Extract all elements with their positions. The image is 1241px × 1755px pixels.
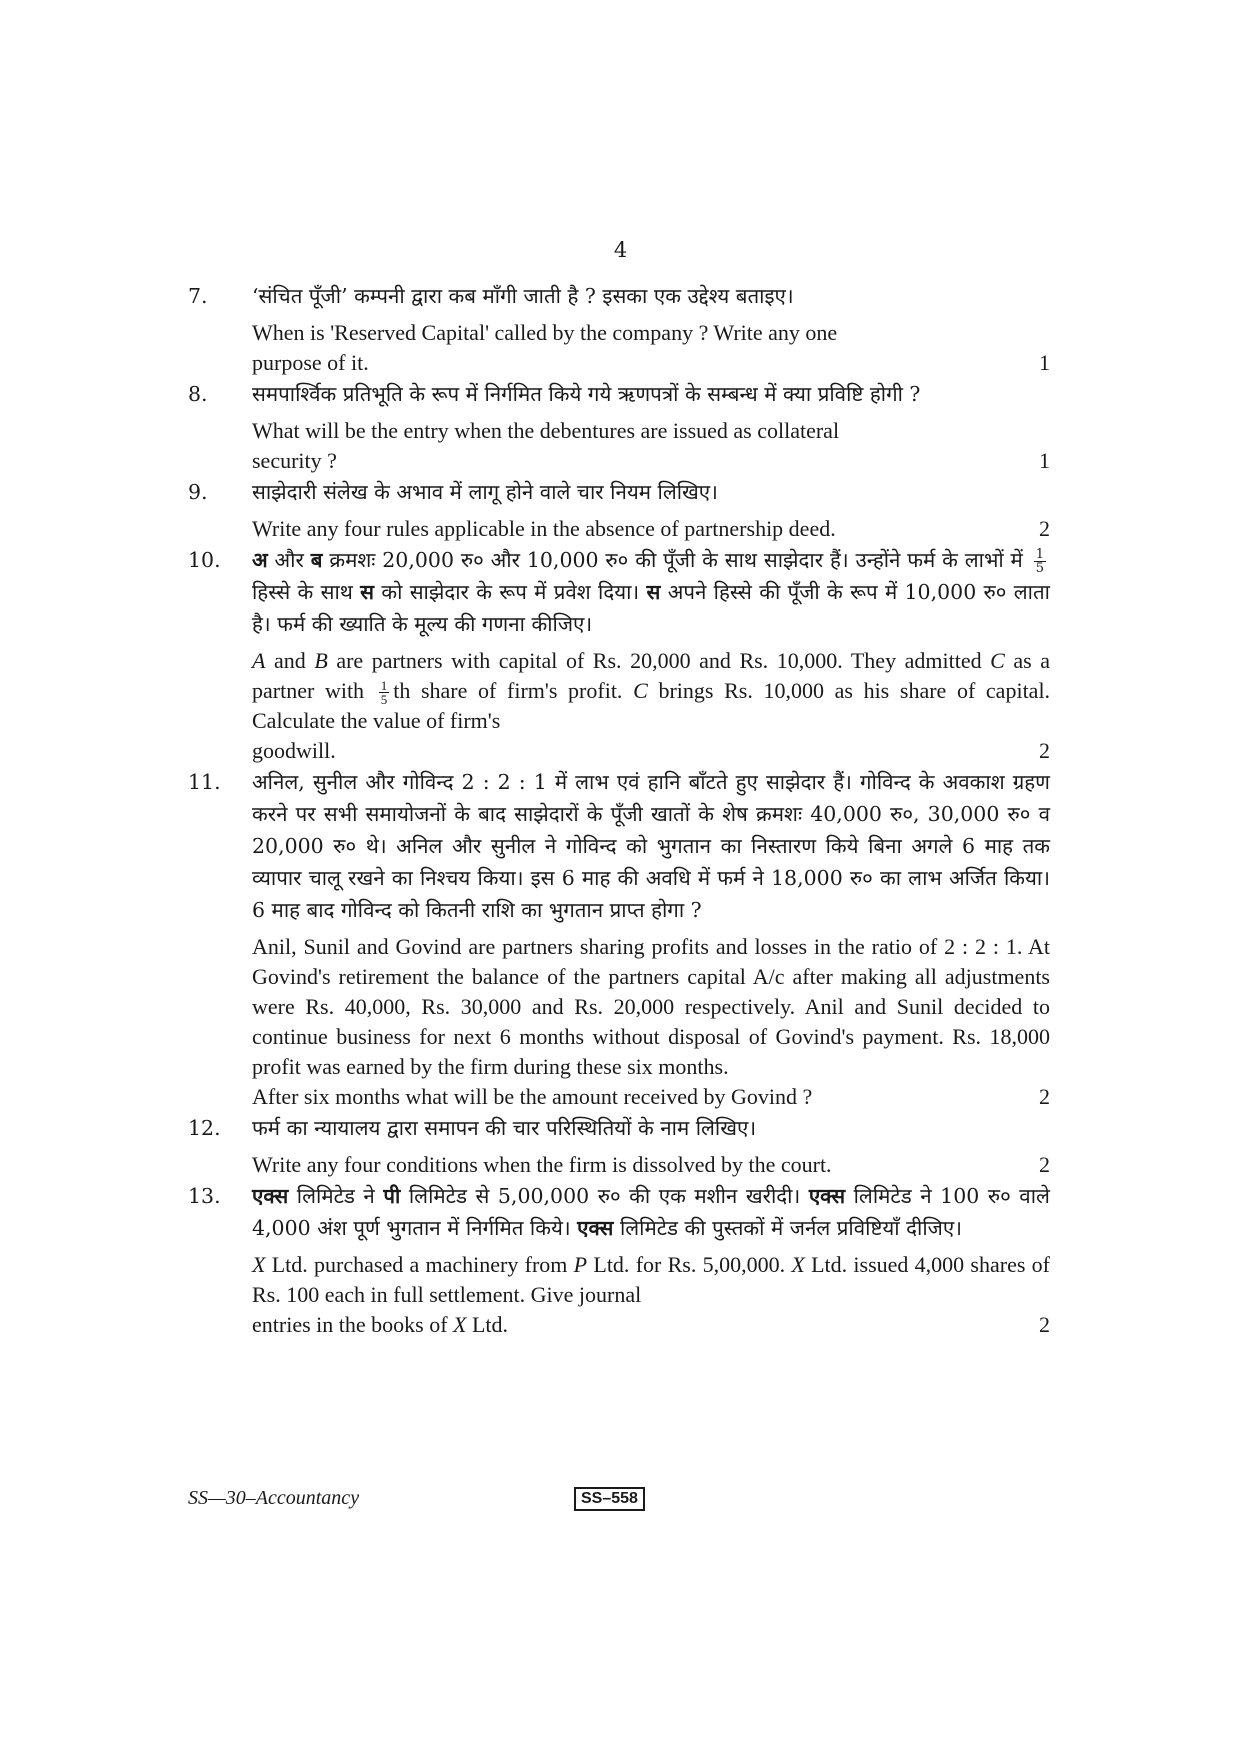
text-segment: लिमिटेड की पुस्तकों में जर्नल प्रविष्टियाँ दीजिए।	[619, 1216, 962, 1241]
company-x: एक्स	[577, 1216, 614, 1241]
fraction-denominator: 5	[380, 692, 388, 708]
page-number: 4	[613, 238, 628, 262]
company-x: X	[791, 1252, 805, 1278]
text-segment: Ltd.	[471, 1312, 509, 1338]
partner-b: ब	[310, 548, 323, 572]
marks: 1	[1039, 448, 1050, 473]
text-segment: Ltd. for Rs. 5,00,000.	[593, 1252, 786, 1278]
company-p: पी	[383, 1184, 401, 1209]
company-x: एक्स	[252, 1184, 289, 1209]
company-x: एक्स	[808, 1184, 846, 1209]
question-list	[188, 280, 1050, 1340]
question-english-last: goodwill.	[252, 738, 336, 764]
question-7	[188, 280, 1050, 378]
text-segment: and	[274, 648, 306, 673]
text-segment: को साझेदार के रूप में प्रवेश दिया।	[381, 580, 640, 604]
question-english-last	[252, 1310, 508, 1340]
partner-a: अ	[252, 548, 268, 572]
partner-b: B	[314, 648, 328, 673]
text-segment: लिमिटेड ने	[296, 1184, 375, 1209]
question-english	[252, 1250, 1050, 1310]
fraction-numerator: 1	[380, 678, 388, 694]
marks: 2	[1039, 516, 1050, 541]
partner-c: C	[633, 678, 648, 703]
question-hindi: अनिल, सुनील और गोविन्द 2 : 2 : 1 में लाभ एवं हानि बाँटते हुए साझेदार हैं। गोविन्द के अवकाश ग्रहण करने पर सभी समायोजनों के बाद साझेदारों के पूँजी खातों के शेष क्रमशः 40,000 रु०, 30,000 रु० व 20,000 रु० थे। अनिल और सुनील ने गोविन्द को भुगतान का निस्तारण किये बिना अगले 6 माह तक व्यापार चालू रखने का निश्चय किया। इस 6 माह की अवधि में फर्म ने 18,000 रु० का लाभ अर्जित किया। 6 माह बाद गोविन्द को कितनी राशि का भुगतान प्राप्त होगा ?	[252, 770, 1050, 923]
question-number: 10.	[188, 548, 221, 572]
question-english-last: security ?	[252, 448, 337, 473]
question-english	[252, 646, 1050, 736]
question-english-last: Write any four conditions when the firm is dissolved by the court.	[252, 1152, 832, 1178]
text-segment: brings Rs. 10,000 as his share of capital. Calculate the value of firm's	[252, 678, 1051, 734]
company-x: X	[453, 1312, 467, 1338]
question-13	[188, 1180, 1050, 1340]
text-segment: are partners with capital of Rs. 20,000 and Rs. 10,000. They admitted	[336, 648, 982, 673]
text-segment: और	[274, 548, 304, 572]
question-number: 12.	[188, 1116, 221, 1141]
question-number: 8.	[188, 382, 208, 406]
text-segment: Ltd. purchased a machinery from	[271, 1252, 568, 1278]
question-english-last: After six months what will be the amount received by Govind ?	[252, 1084, 813, 1110]
text-segment: entries in the books of	[252, 1312, 448, 1338]
partner-c: स	[360, 580, 375, 604]
text-segment: Ltd. issued 4,000 shares of Rs. 100 each in full settlement. Give journal	[252, 1252, 1051, 1308]
company-x: X	[252, 1252, 266, 1278]
question-english: What will be the entry when the debentures are issued as collateral	[252, 418, 840, 443]
fraction-denominator: 5	[1035, 561, 1044, 576]
footer-subject: SS—30–Accountancy	[188, 1487, 360, 1509]
marks: 2	[1039, 1084, 1050, 1110]
question-english: Anil, Sunil and Govind are partners sharing profits and losses in the ratio of 2 : 2 : 1. At Govind's retirement the balance of the partners capital A/c after making all adjustments were Rs. 40,000, Rs. 30,000 and Rs. 20,000 respectively. Anil and Sunil decided to continue business for next 6 months without disposal of Govind's payment. Rs. 18,000 profit was earned by the firm during these six months.	[252, 934, 1050, 1080]
question-hindi	[252, 1180, 1050, 1244]
question-hindi: ‘संचित पूँजी’ कम्पनी द्वारा कब माँगी जाती है ? इसका एक उद्देश्य बताइए।	[252, 284, 794, 308]
fraction	[1034, 548, 1046, 575]
question-10	[188, 544, 1050, 766]
marks: 2	[1039, 1152, 1050, 1178]
marks: 2	[1039, 738, 1050, 764]
fraction	[379, 679, 390, 706]
partner-a: A	[252, 648, 266, 673]
text-segment: as a partner with	[252, 648, 1051, 703]
text-segment: अपने हिस्से की पूँजी के रूप में 10,000 रु० लाता है। फर्म की ख्याति के मूल्य की गणना कीजिए।	[252, 580, 1050, 636]
question-11	[188, 766, 1050, 1112]
question-english-last: purpose of it.	[252, 350, 369, 375]
question-hindi: फर्म का न्यायालय द्वारा समापन की चार परिस्थितियों के नाम लिखिए।	[252, 1116, 757, 1141]
text-segment: लिमिटेड से 5,00,000 रु० की एक मशीन खरीदी।	[408, 1184, 801, 1209]
footer-paper-code: SS–558	[574, 1487, 645, 1511]
text-segment: th share of firm's profit.	[393, 678, 623, 703]
text-segment: क्रमशः 20,000 रु० और 10,000 रु० की पूँजी के साथ साझेदार हैं। उन्होंने फर्म के लाभों में	[329, 548, 1023, 572]
question-hindi	[252, 544, 1050, 640]
marks: 2	[1039, 1312, 1050, 1338]
question-9	[188, 476, 1050, 544]
partner-c: स	[646, 580, 661, 604]
question-number: 13.	[188, 1184, 221, 1209]
fraction-numerator: 1	[1035, 547, 1044, 562]
question-hindi: समपार्श्विक प्रतिभूति के रूप में निर्गमित किये गये ऋणपत्रों के सम्बन्ध में क्या प्रविष्टि होगी ?	[252, 382, 921, 406]
question-number: 11.	[188, 770, 221, 795]
question-12	[188, 1112, 1050, 1180]
question-number: 9.	[188, 480, 208, 504]
question-english-last: Write any four rules applicable in the absence of partnership deed.	[252, 516, 836, 541]
partner-c: C	[990, 648, 1005, 673]
marks: 1	[1039, 350, 1050, 375]
text-segment: लिमिटेड ने 100 रु० वाले 4,000 अंश पूर्ण भुगतान में निर्गमित किये।	[252, 1184, 1050, 1241]
question-english: When is 'Reserved Capital' called by the company ? Write any one	[252, 320, 838, 345]
question-number: 7.	[188, 284, 208, 308]
question-hindi: साझेदारी संलेख के अभाव में लागू होने वाले चार नियम लिखिए।	[252, 480, 718, 504]
company-p: P	[573, 1252, 588, 1278]
text-segment: हिस्से के साथ	[252, 580, 353, 604]
question-8	[188, 378, 1050, 476]
